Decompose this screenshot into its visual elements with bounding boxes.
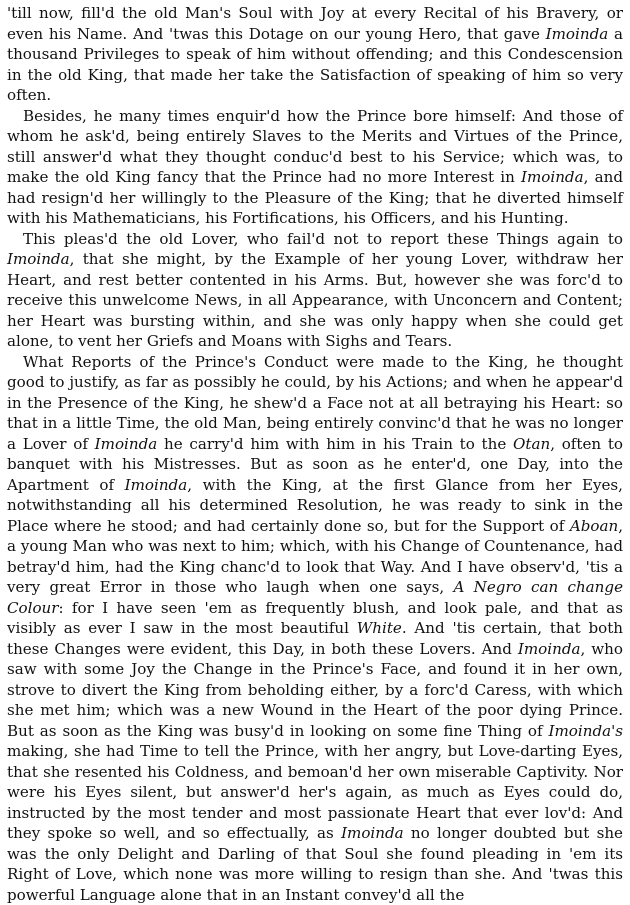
italic-text: Imoinda [125, 476, 188, 494]
italic-text: Imoinda's [549, 722, 623, 740]
paragraph [7, 352, 623, 905]
text-run: , a young Man who was next to him; which, with his Change of Countenance, had betray'd him, had the King chanc'd to look that Way. And I have observ'd, 'tis a very great Error in those who laugh when one says, [7, 517, 623, 597]
italic-text: Imoinda [518, 640, 581, 658]
book-page [7, 3, 623, 905]
text-run: : for I have seen 'em as frequently blush, and look pale, and that as visibly as ever I saw in the most beautiful [7, 599, 623, 638]
paragraph [7, 106, 623, 229]
italic-text: White [357, 619, 402, 637]
italic-text: Imoinda [521, 168, 584, 186]
italic-text: A Negro can change Colour [7, 578, 623, 617]
text-run: making, she had Time to tell the Prince, with her angry, but Love-darting Eyes, that she resented his Coldness, and bemoan'd her own miserable Captivity. Nor were his Eyes silent, but answer'd her's again, as much as Eyes could do, instructed by the most tender and most passionate Heart that ever lov'd: And they spoke so well, and so effectually, as [7, 742, 623, 842]
text-run: , that she might, by the Example of her young Lover, withdraw her Heart, and rest better contented in his Arms. But, however she was forc'd to receive this unwelcome News, in all Appearance, with Unconcern and Content; her Heart was bursting within, and she was only happy when she could get alone, to vent her Griefs and Moans with Sighs and Tears. [7, 250, 623, 350]
text-run: What Reports of the Prince's Conduct were made to the King, he thought good to justify, as far as possibly he could, by his Actions; and when he appear'd in the Presence of the King, he shew'd a Face not at all betraying his Heart: so that in a little Time, the old Man, being entirely convinc'd that he was no longer a Lover of [7, 353, 623, 453]
italic-text: Imoinda [7, 250, 70, 268]
paragraph [7, 229, 623, 352]
text-run: , and had resign'd her willingly to the Pleasure of the King; that he diverted himself with his Mathematicians, his Fortifications, his Officers, and his Hunting. [7, 168, 623, 227]
italic-text: Imoinda [546, 25, 609, 43]
italic-text: Otan [513, 435, 550, 453]
text-run: This pleas'd the old Lover, who fail'd not to report these Things again to [23, 230, 623, 248]
text-run: , often to banquet with his Mistresses. But as soon as he enter'd, one Day, into the Apartment of [7, 435, 623, 494]
text-run: 'till now, fill'd the old Man's Soul with Joy at every Recital of his Bravery, or even his Name. And 'twas this Dotage on our young Hero, that gave [7, 4, 623, 43]
italic-text: Imoinda [341, 824, 404, 842]
text-run: , who saw with some Joy the Change in the Prince's Face, and found it in her own, strove to divert the King from beholding either, by a forc'd Caress, with which she met him; which was a new Wound in the Heart of the poor dying Prince. But as soon as the King was busy'd in looking on some fine Thing of [7, 640, 623, 740]
text-run: he carry'd him with him in his Train to the [157, 435, 513, 453]
text-run: , with the King, at the first Glance from her Eyes, notwithstanding all his determined Resolution, he was ready to sink in the Place where he stood; and had certainly done so, but for the Support of [7, 476, 623, 535]
text-run: no longer doubted but she was the only Delight and Darling of that Soul she found pleading in 'em its Right of Love, which none was more willing to resign than she. And 'twas this powerful Language alone that in an Instant convey'd all the [7, 824, 623, 904]
italic-text: Imoinda [95, 435, 158, 453]
text-run: Besides, he many times enquir'd how the Prince bore himself: And those of whom he ask'd, being entirely Slaves to the Merits and Virtues of the Prince, still answer'd what they thought conduc'd best to his Service; which was, to make the old King fancy that the Prince had no more Interest in [7, 107, 623, 187]
italic-text: Aboan [570, 517, 618, 535]
text-run: . And 'tis certain, that both these Changes were evident, this Day, in both these Lovers. And [7, 619, 623, 658]
paragraph [7, 3, 623, 106]
text-run: a thousand Privileges to speak of him without offending; and this Condescension in the old King, that made her take the Satisfaction of speaking of him so very often. [7, 25, 623, 105]
